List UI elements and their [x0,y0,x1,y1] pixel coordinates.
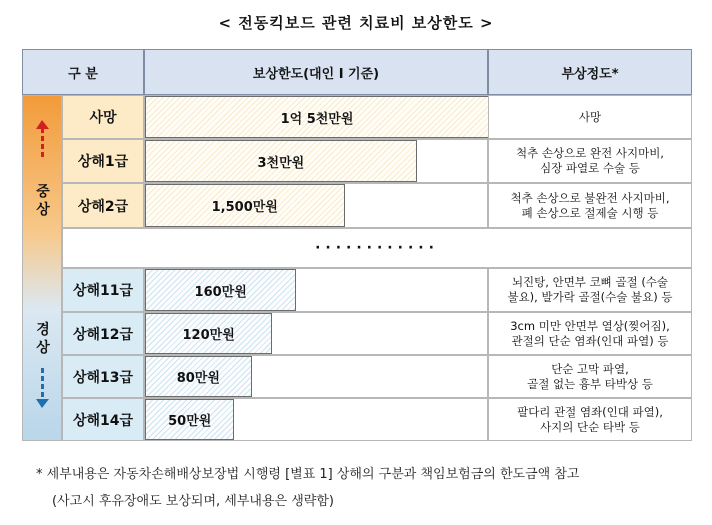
severity-light-2: 상 [36,340,50,356]
limit-bar: 160만원 [145,269,296,311]
injury-desc-line: 척추 손상으로 불완전 사지마비, [510,190,670,205]
severity-heavy-2: 상 [36,202,50,218]
injury-desc-line: 불요), 발가락 골절(수술 불요) 등 [507,290,673,304]
row-grade-label: 상해1급 [62,139,144,183]
header-category: 구 분 [22,49,144,95]
row-injury-desc [488,183,692,228]
row-amount-area [144,268,488,312]
down-arrow-icon [41,368,44,400]
footnote-line-2: (사고시 후유장애도 보상되며, 세부내용은 생략함) [52,494,334,509]
row-grade-label: 상해11급 [62,268,144,312]
limit-bar: 1,500만원 [145,184,345,227]
compensation-table [22,49,692,441]
injury-desc-line: 3cm 미만 안면부 열상(찢어짐), [510,318,670,333]
row-grade-label: 상해12급 [62,312,144,355]
injury-desc-line: 팔다리 관절 염좌(인대 파열), [517,404,663,419]
row-amount-area [144,139,488,183]
row-injury-desc [488,398,692,441]
page-title: < 전동킥보드 관련 치료비 보상한도 > [218,14,494,32]
row-amount-area [144,355,488,398]
injury-desc-line: 심장 파열로 수술 등 [540,161,640,175]
limit-bar: 80만원 [145,356,252,397]
row-grade-label: 사망 [62,95,144,139]
row-injury-desc [488,312,692,355]
injury-desc-line: 단순 고막 파열, [551,361,629,376]
injury-desc-line: 사망 [578,109,602,124]
ellipsis-row: ············ [62,228,692,268]
severity-column [22,95,62,441]
row-grade-label: 상해13급 [62,355,144,398]
severity-light-1: 경 [36,322,50,338]
header-injury: 부상정도* [488,49,692,95]
row-injury-desc [488,268,692,312]
row-grade-label: 상해2급 [62,183,144,228]
limit-bar: 3천만원 [145,140,417,182]
injury-desc-line: 골절 없는 흉부 타박상 등 [527,376,653,391]
row-injury-desc [488,139,692,183]
injury-desc-line: 사지의 단순 타박 등 [540,419,640,434]
row-injury-desc [488,355,692,398]
injury-desc-line: 뇌진탕, 안면부 코뼈 골절 (수술 [511,275,669,289]
limit-bar: 50만원 [145,399,234,440]
injury-desc-line: 관절의 단순 염좌(인대 파열) 등 [511,333,669,348]
row-amount-area [144,398,488,441]
row-grade-label: 상해14급 [62,398,144,441]
row-injury-desc [488,95,692,139]
row-amount-area [144,183,488,228]
header-limit: 보상한도(대인 I 기준) [144,49,488,95]
row-amount-area [144,312,488,355]
limit-bar: 120만원 [145,313,272,354]
severity-heavy-1: 중 [36,184,50,200]
footnote-line-1: * 세부내용은 자동차손해배상보장법 시행령 [별표 1] 상해의 구분과 책임보험금의 한도금액 참고 [36,467,580,482]
injury-desc-line: 폐 손상으로 절제술 시행 등 [521,205,659,220]
injury-desc-line: 척추 손상으로 완전 사지마비, [516,146,664,160]
up-arrow-icon [41,128,44,160]
limit-bar: 1억 5천만원 [145,96,489,138]
row-amount-area [144,95,488,139]
